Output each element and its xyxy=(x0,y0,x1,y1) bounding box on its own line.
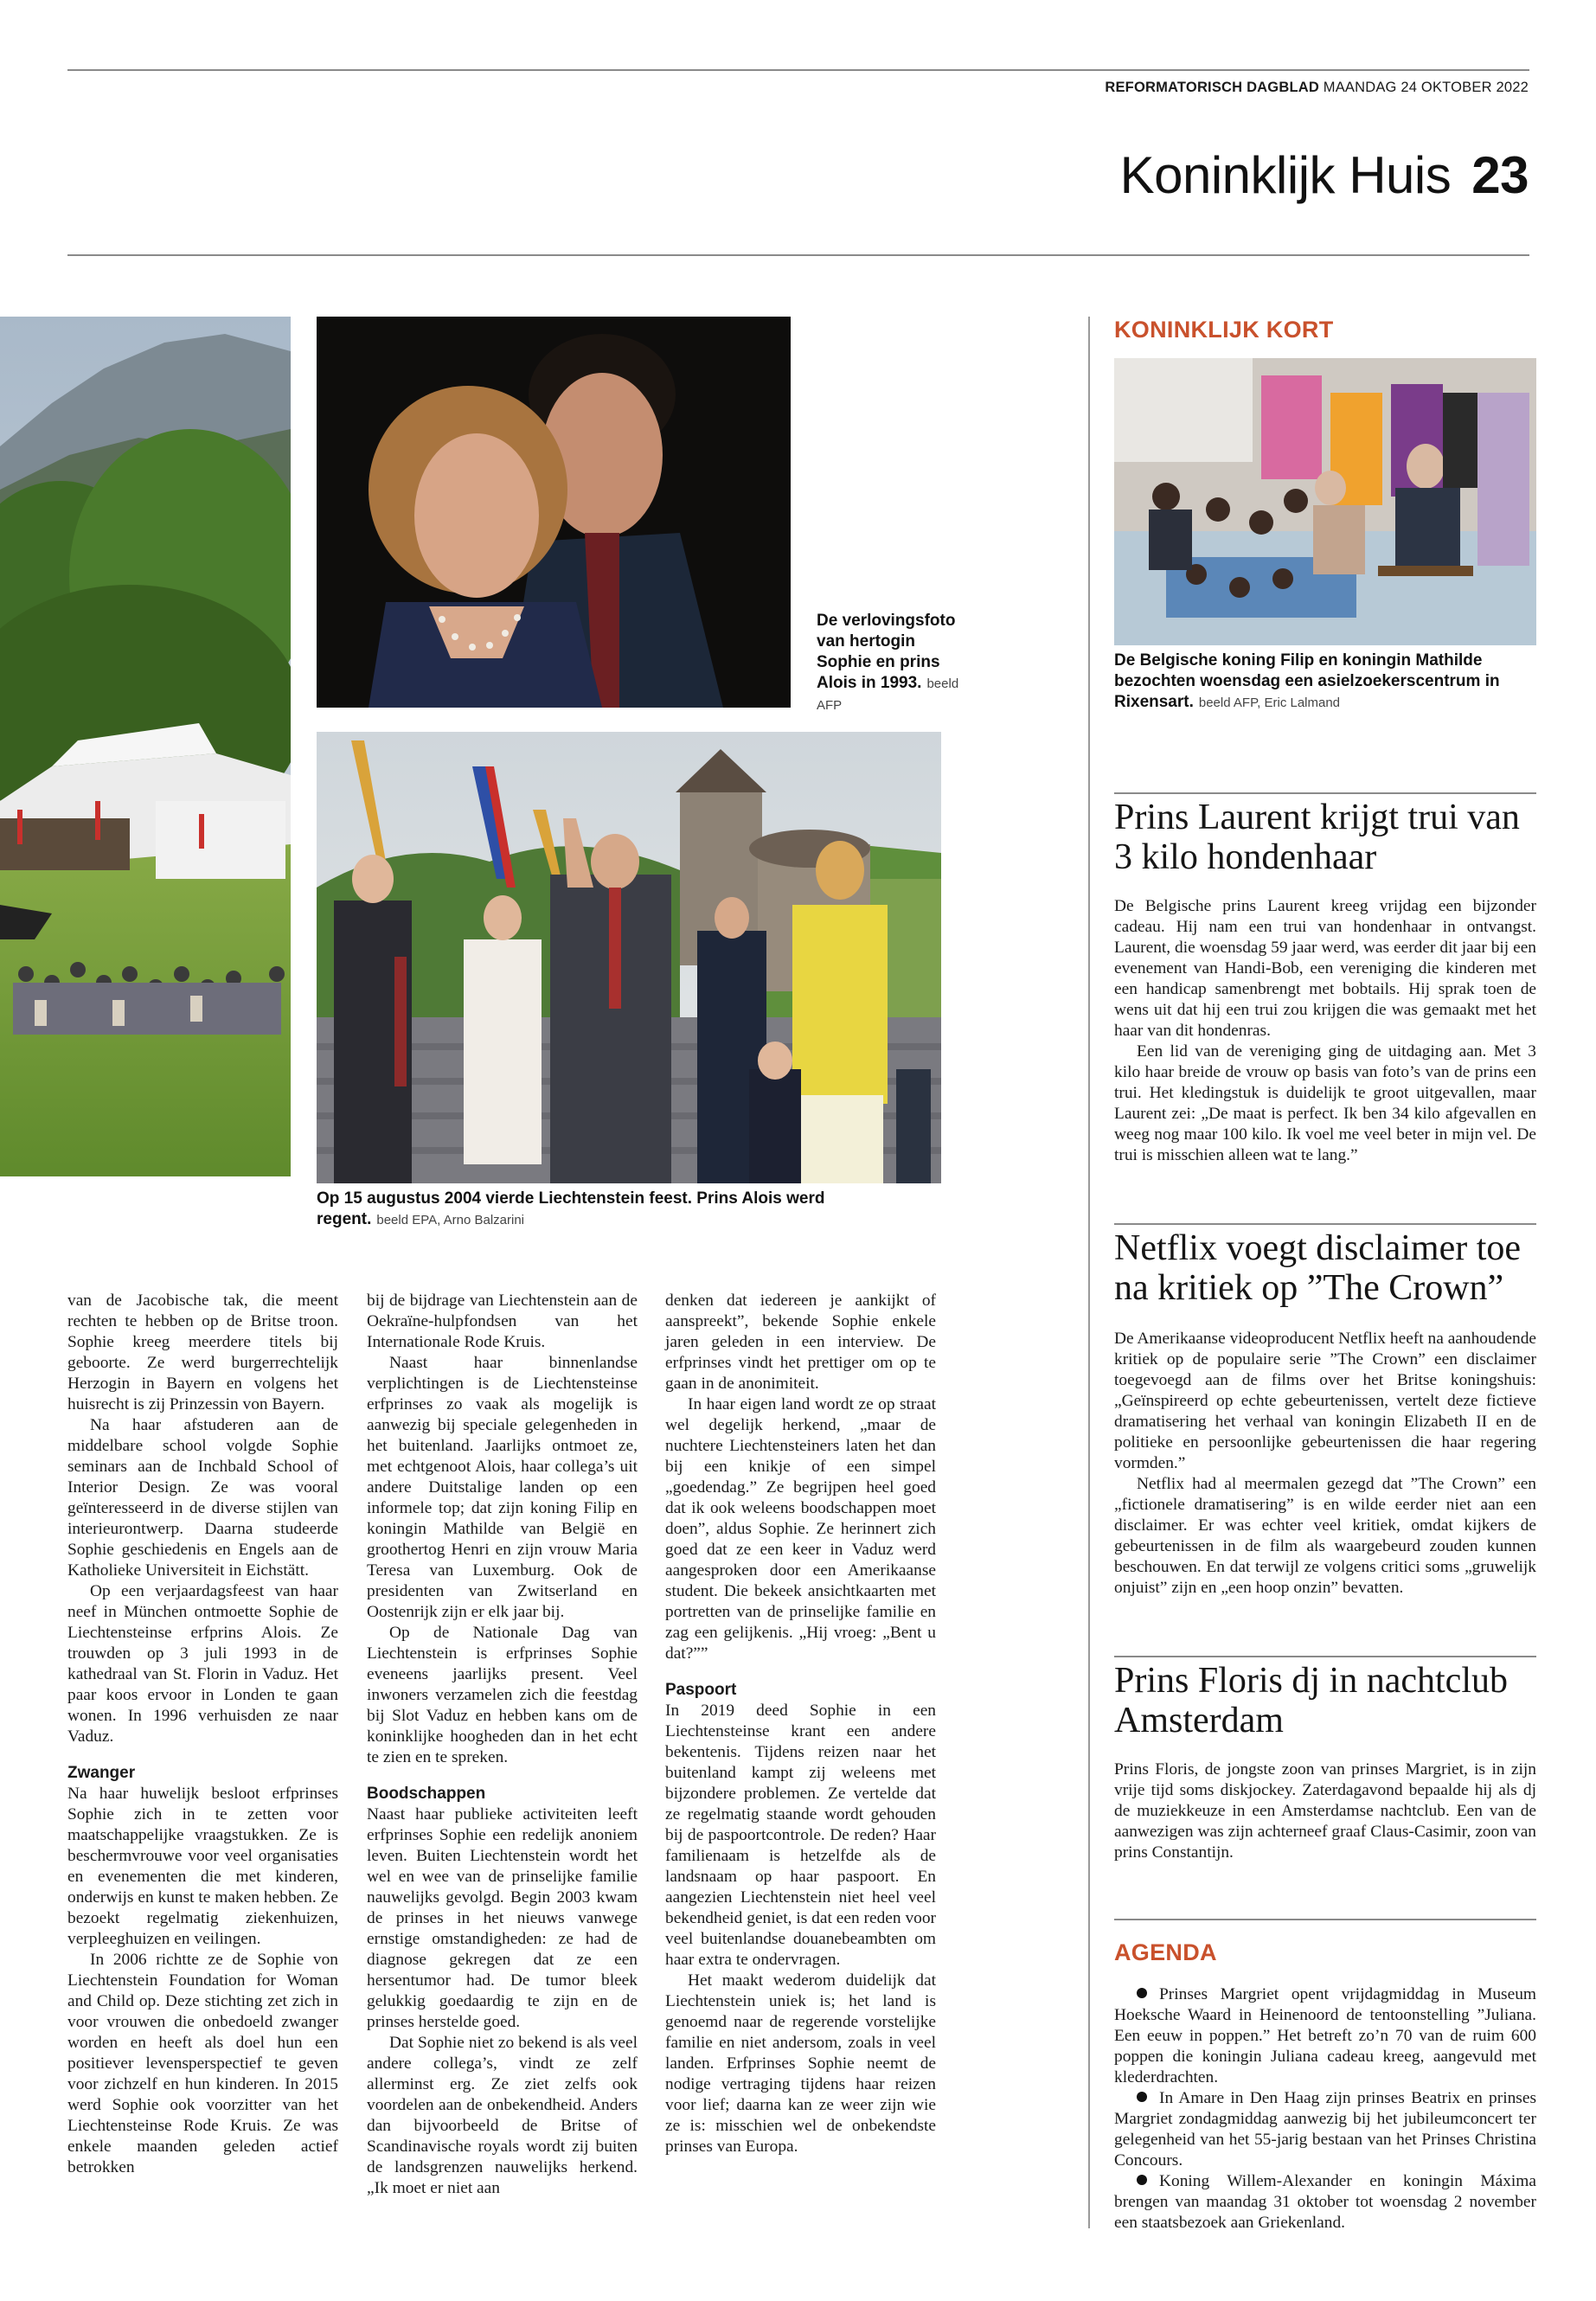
header-rule xyxy=(67,254,1529,256)
agenda-label: AGENDA xyxy=(1114,1939,1217,1965)
section-name: Koninklijk Huis xyxy=(1119,146,1452,204)
engagement-photo-credit: beeld AFP xyxy=(817,676,959,713)
story3-rule xyxy=(1114,1656,1536,1657)
edition-date: MAANDAG 24 OKTOBER 2022 xyxy=(1323,80,1529,95)
newspaper-name: REFORMATORISCH DAGBLAD xyxy=(1105,80,1319,95)
paragraph: Prins Floris, de jongste zoon van prinses Margriet, is in zijn vrije tijd soms diskjockey. Zaterdagavond bepaalde hij als dj de muziekkeuze in een Amsterdamse nachtclub. Een van de aanwezigen was zijn achterneef graaf Claus-Casimir, zoon van prins Constantijn. xyxy=(1114,1760,1536,1862)
paragraph: In haar eigen land wordt ze op straat wel degelijk herkend, „maar de nuchtere Liechtensteiners laten het dan bij een knikje of een simpel „goedendag.” Ze begrijpen heel goed dat ik ook weleens boodschappen moet doen”, aldus Sophie. Ze herinnert zich goed dat ze een keer in Vaduz werd aangesproken door een Amerikaanse student. Die bekeek ansichtkaarten met portretten van de prinselijke familie en zag een gelijkenis. „Hij vroeg: „Bent u dat?”” xyxy=(665,1395,936,1663)
subheading: Boodschappen xyxy=(367,1785,486,1803)
agenda-list xyxy=(1114,1984,1536,2234)
bullet-icon xyxy=(1137,2092,1147,2102)
paragraph: denken dat iedereen je aankijkt of aanspreekt”, bekende Sophie enkele jaren geleden in een interview. De erfprinses vindt het prettiger om op te gaan in de anonimiteit. xyxy=(665,1292,936,1393)
paragraph: van de Jacobische tak, die meent rechten te hebben op de Britse troon. Sophie kreeg meerdere titels bij geboorte. Ze werd burgerrechtelijk Herzogin in Bayern en volgens het huisrecht is zij Prinzessin von Bayern. xyxy=(67,1292,338,1413)
story3-body xyxy=(1114,1759,1536,1863)
bullet-icon xyxy=(1137,1988,1147,1998)
paragraph: Op de Nationale Dag van Liechtenstein is erfprinses Sophie eveneens jaarlijks present. Veel inwoners verzamelen zich die feestdag bij Slot Vaduz en hebben kans om de koninklijke hoogheden dan in het echt te zien en te spreken. xyxy=(367,1624,638,1766)
paragraph: Op een verjaardagsfeest van haar neef in München ontmoette Sophie de Liechtensteinse erfprins Alois. Ze trouwden op 3 juli 1993 in de kathedraal van St. Florin in Vaduz. Het paar koos ervoor in Londen te gaan wonen. In 1996 verhuisden ze naar Vaduz. xyxy=(67,1582,338,1746)
paragraph: Naast haar binnenlandse verplichtingen is de Liechtensteinse erfprinses zo vaak als mogelijk is aanwezig bij speciale gelegenheden in het buitenland. Jaarlijks ontmoet ze, met echtgenoot Alois, haar collega’s uit andere Duitstalige landen op een informele top; dat zijn koning Filip en koningin Mathilde van België en groothertog Henri en zijn vrouw Maria Teresa van Luxemburg. Ook de presidenten van Zwitserland en Oostenrijk zijn er elk jaar bij. xyxy=(367,1354,638,1621)
agenda-item-text: Koning Willem-Alexander en koningin Máxima brengen van maandag 31 oktober tot woensdag 2 november een staatsbezoek aan Griekenland. xyxy=(1114,2172,1536,2232)
masthead xyxy=(1105,80,1529,96)
subheading: Zwanger xyxy=(67,1764,136,1782)
article-column-1 xyxy=(67,1291,338,2178)
asylum-center-caption xyxy=(1114,651,1536,714)
agenda-item-text: In Amare in Den Haag zijn prinses Beatrix en prinses Margriet zondagmiddag aanwezig bij het jubileumconcert ter gelegenheid van het 55-jarig bestaan van het Prinses Christina Concours. xyxy=(1114,2089,1536,2170)
asylum-photo-credit: beeld AFP, Eric Lalmand xyxy=(1198,695,1341,710)
paragraph: De Amerikaanse videoproducent Netflix heeft na aanhoudende kritiek op de populaire serie ”The Crown” een disclaimer toegevoegd aan de films over het Britse koningshuis: „Geïnspireerd op echte gebeurtenissen, vertelt deze fictieve dramatisering het verhaal van koningin Elizabeth II en de politieke en persoonlijke gebeurtenissen die haar regering vormden.” xyxy=(1114,1330,1536,1472)
agenda-rule xyxy=(1114,1919,1536,1920)
agenda-item-text: Prinses Margriet opent vrijdagmiddag in Museum Hoeksche Waard in Heinenoord de tentoonstelling ”Juliana. Een eeuw in poppen.” Het betreft zo’n 70 van de ruim 600 poppen die koningin Juliana cadeau kreeg, aangevuld met klederdrachten. xyxy=(1114,1985,1536,2086)
paragraph: bij de bijdrage van Liechtenstein aan de Oekraïne-hulpfondsen van het Internationale Rode Kruis. xyxy=(367,1292,638,1351)
paragraph: In 2006 richtte ze de Sophie von Liechtenstein Foundation for Woman and Child op. Deze stichting zet zich in voor vrouwen die onbedoeld zwanger worden en heeft als doel hun een positiever levensperspectief te geven voor zichzelf en hun kinderen. In 2015 werd Sophie ook voorzitter van het Liechtensteinse Rode Kruis. Ze was enkele maanden geleden actief betrokken xyxy=(67,1951,338,2176)
national-day-photo-caption xyxy=(317,1189,870,1231)
page-number: 23 xyxy=(1471,146,1529,204)
paragraph: Het maakt wederom duidelijk dat Liechtenstein uniek is; het land is genoemd naar de regerende vorstelijke familie en niet andersom, zoals in veel landen. Erfprinses Sophie neemt de nodige vertraging tijdens haar reizen voor lief; daarna kan ze weer zijn wie ze is: misschien wel de onbekendste prinses van Europa. xyxy=(665,1971,936,2156)
top-rule xyxy=(67,69,1529,71)
paragraph: Netflix had al meermalen gezegd dat ”The Crown” een „fictionele dramatisering” is en wilde eerder niet aan een disclaimer. Er was echter veel kritiek, omdat kijkers de gebeurtenissen in de film als waargebeurd zouden kunnen beschouwen. En dat terwijl ze volgens critici soms „gruwelijk onjuist” zijn en „een hoop onzin” bevatten. xyxy=(1114,1475,1536,1597)
koninklijk-kort-label: KONINKLIJK KORT xyxy=(1114,317,1334,343)
paragraph: De Belgische prins Laurent kreeg vrijdag een bijzonder cadeau. Hij nam een trui van hondenhaar in ontvangst. Laurent, die woensdag 59 jaar werd, was eerder dit jaar bij een evenement van Handi-Bob, een vereniging die kinderen met een handicap samenbrengt met bobtails. Hij sprak toen de wens uit dat hij een trui zou krijgen die was gemaakt met het haar van dit hondenras. xyxy=(1114,897,1536,1040)
story1-headline: Prins Laurent krijgt trui van 3 kilo hondenhaar xyxy=(1114,798,1520,877)
engagement-caption-text: De verlovingsfoto van hertogin Sophie en prins Alois in 1993. xyxy=(817,612,956,692)
bullet-icon xyxy=(1137,2175,1147,2185)
engagement-photo xyxy=(317,317,791,708)
agenda-item xyxy=(1114,2171,1536,2234)
agenda-item xyxy=(1114,2088,1536,2171)
story1-rule xyxy=(1114,792,1536,794)
sidebar-divider xyxy=(1088,317,1090,2228)
article-column-2 xyxy=(367,1291,638,2199)
paragraph: Naast haar publieke activiteiten leeft erfprinses Sophie een redelijk anoniem leven. Buiten Liechtenstein wordt het wel en wee van de prinselijke familie nauwelijks gevolgd. Begin 2003 kwam de prinses in het nieuws vanwege ernstige omstandigheden: ze had de diagnose gekregen dat ze een hersentumor had. De tumor bleek gelukkig goedaardig te zijn en de prinses herstelde goed. xyxy=(367,1805,638,2031)
section-title xyxy=(1120,145,1529,205)
paragraph: Dat Sophie niet zo bekend is als veel andere collega’s, vindt ze zelf allerminst erg. Ze ziet zelfs ook voordelen aan de onbekendheid. Anders dan bijvoorbeeld de Britse of Scandinavische royals wordt zij buiten de landsgrenzen nauwelijks herkend. „Ik moet er niet aan xyxy=(367,2034,638,2197)
asylum-center-photo xyxy=(1114,358,1536,645)
subheading: Paspoort xyxy=(665,1681,737,1699)
national-day-photo-credit: beeld EPA, Arno Balzarini xyxy=(376,1213,525,1227)
paragraph: Een lid van de vereniging ging de uitdaging aan. Met 3 kilo haar breide de vrouw op basis van foto’s van de prins een trui. Het kledingstuk is duidelijk te groot uitgevallen, maar Laurent zei: „De maat is perfect. Ik ben 34 kilo afgevallen en weeg nog maar 100 kilo. Ik voel me veel beter in mijn vel. De trui is misschien alleen wat te lang.” xyxy=(1114,1042,1536,1164)
story3-headline: Prins Floris dj in nachtclub Amsterdam xyxy=(1114,1661,1508,1740)
article-column-3 xyxy=(665,1291,936,2157)
paragraph: Na haar afstuderen aan de middelbare school volgde Sophie seminars aan de Inchbald School of Interior Design. Ze was vooral geïnteresseerd in de diverse stijlen van interieurontwerp. Daarna studeerde Sophie geschiedenis en Engels aan de Katholieke Universiteit in Eichstätt. xyxy=(67,1416,338,1580)
national-day-photo xyxy=(317,732,941,1183)
festival-landscape-photo xyxy=(0,317,291,1176)
engagement-photo-caption xyxy=(817,611,964,716)
story2-rule xyxy=(1114,1223,1536,1225)
paragraph: In 2019 deed Sophie in een Liechtensteinse krant een andere bekentenis. Tijdens reizen naar het buitenland kampt zij weleens met bijzondere problemen. Ze vertelde dat ze regelmatig staande wordt gehouden bij de paspoortcontrole. De reden? Haar familienaam is hetzelfde als de landsnaam op haar paspoort. En aangezien Liechtenstein niet heel veel bekendheid geniet, is dat een reden voor veel buitenlandse douanebeambten om haar extra te ondervragen. xyxy=(665,1702,936,1969)
national-day-caption-text: Op 15 augustus 2004 vierde Liechtenstein feest. Prins Alois werd regent. xyxy=(317,1189,825,1228)
story2-headline: Netflix voegt disclaimer toe na kritiek op ”The Crown” xyxy=(1114,1228,1522,1308)
asylum-caption-text: De Belgische koning Filip en koningin Mathilde bezochten woensdag een asielzoekerscentrum in Rixensart. xyxy=(1114,651,1500,711)
story2-body xyxy=(1114,1329,1536,1599)
story1-body xyxy=(1114,896,1536,1166)
paragraph: Na haar huwelijk besloot erfprinses Sophie zich in te zetten voor maatschappelijke vraagstukken. Ze is beschermvrouwe voor veel organisaties en evenementen die met kinderen, onderwijs en kunst te maken hebben. Ze bezoekt regelmatig ziekenhuizen, verpleeghuizen en veilingen. xyxy=(67,1785,338,1948)
agenda-item xyxy=(1114,1984,1536,2088)
